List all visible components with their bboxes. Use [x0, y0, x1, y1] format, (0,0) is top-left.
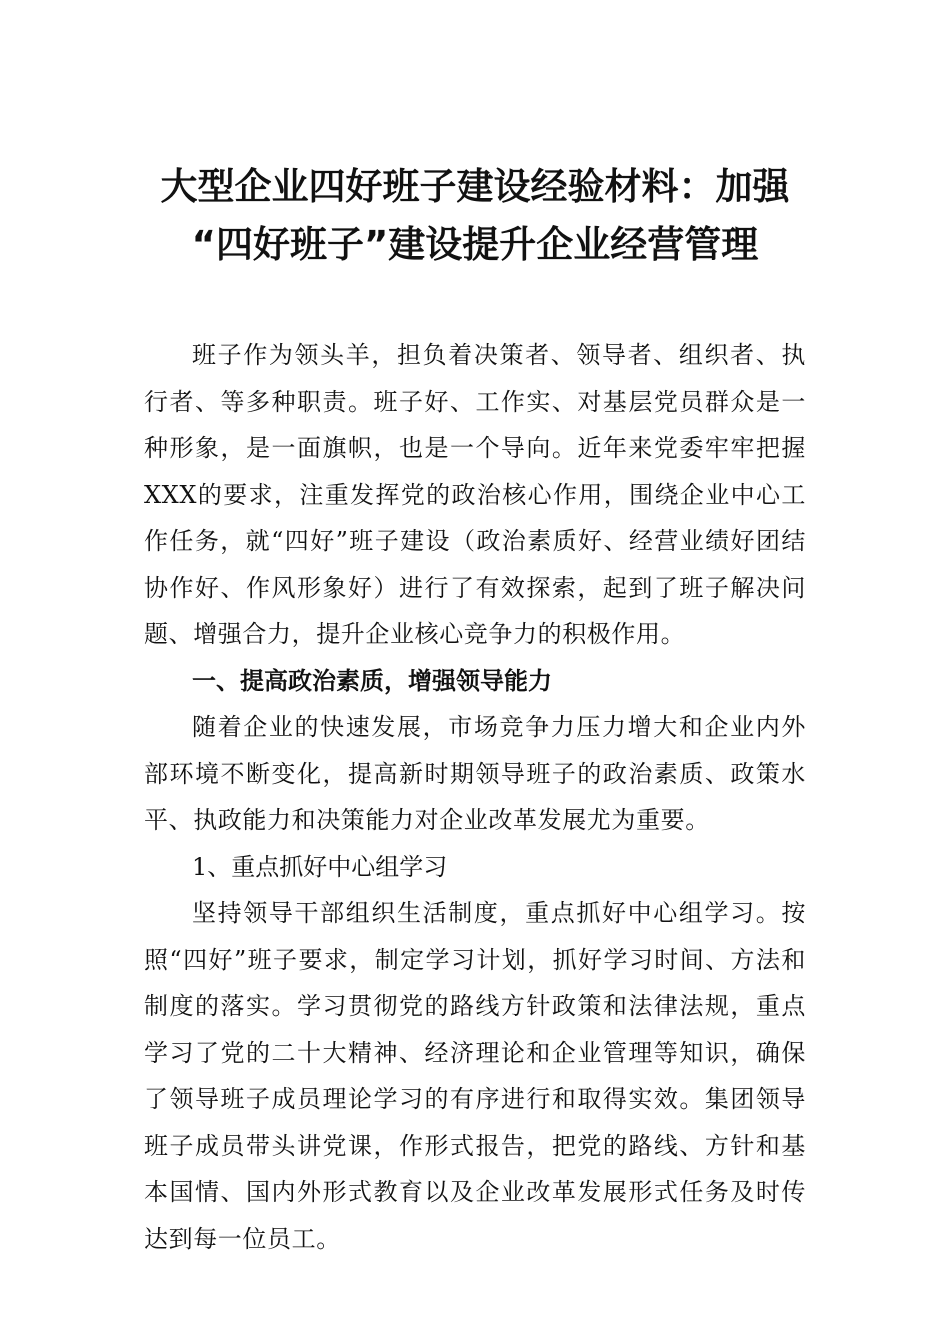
section-paragraph: 随着企业的快速发展，市场竞争力压力增大和企业内外部环境不断变化，提高新时期领导班子的政治素质、政策水平、执政能力和决策能力对企业改革发展尤为重要。: [144, 713, 806, 834]
document-body: [144, 332, 806, 1262]
section-heading: 一、提高政治素质，增强领导能力: [192, 666, 552, 695]
title-line-2: “四好班子”建设提升企业经营管理: [191, 223, 759, 266]
document-title: [140, 158, 810, 274]
subsection-heading: 1、重点抓好中心组学习: [192, 852, 448, 881]
title-line-1: 大型企业四好班子建设经验材料：加强: [160, 165, 790, 208]
intro-paragraph: 班子作为领头羊，担负着决策者、领导者、组织者、执行者、等多种职责。班子好、工作实、对基层党员群众是一种形象，是一面旗帜，也是一个导向。近年来党委牢牢把握XXX的要求，注重发挥党的政治核心作用，围绕企业中心工作任务，就“四好”班子建设（政治素质好、经营业绩好团结协作好、作风形象好）进行了有效探索，起到了班子解决问题、增强合力，提升企业核心竞争力的积极作用。: [144, 341, 806, 648]
subsection-paragraph: 坚持领导干部组织生活制度，重点抓好中心组学习。按照“四好”班子要求，制定学习计划，抓好学习时间、方法和制度的落实。学习贯彻党的路线方针政策和法律法规，重点学习了党的二十大精神、经济理论和企业管理等知识，确保了领导班子成员理论学习的有序进行和取得实效。集团领导班子成员带头讲党课，作形式报告，把党的路线、方针和基本国情、国内外形式教育以及企业改革发展形式任务及时传达到每一位员工。: [144, 899, 806, 1253]
